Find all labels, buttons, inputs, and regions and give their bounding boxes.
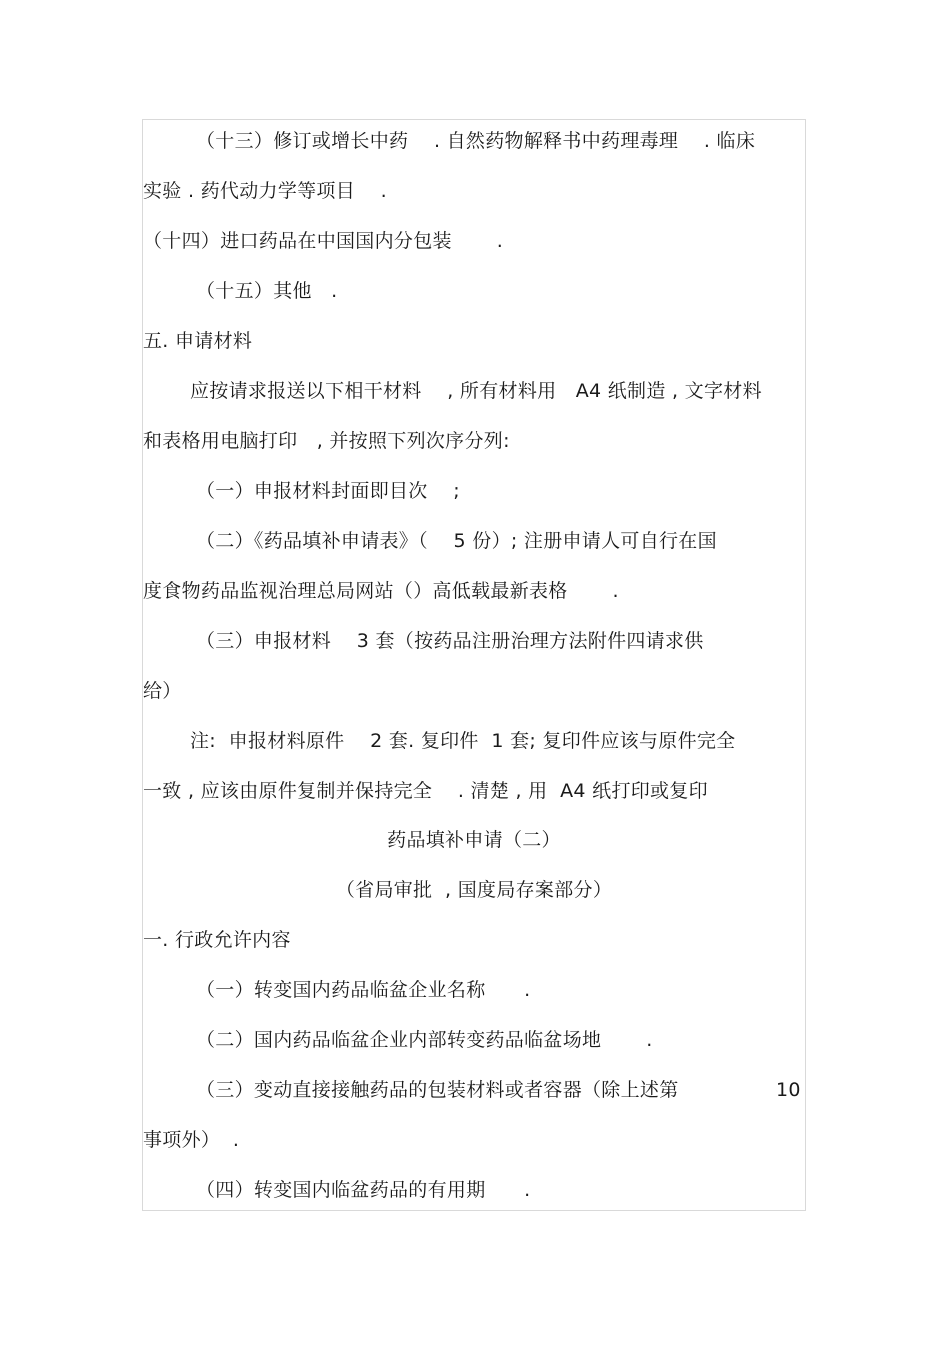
section-heading: 五. 申请材料 (143, 330, 253, 352)
text-line: （三）变动直接接触药品的包装材料或者容器（除上述第 (196, 1079, 679, 1101)
text-line: 应按请求报送以下相干材料 , 所有材料用 A4 纸制造 , 文字材料 (190, 380, 762, 402)
text-line: （一）申报材料封面即目次 ; (196, 480, 460, 502)
text-line: 事项外） . (143, 1129, 240, 1151)
text-line: 和表格用电脑打印 , 并按照下列次序分列: (143, 430, 510, 452)
section-heading: 一. 行政允许内容 (143, 929, 291, 951)
note-line: 一致 , 应该由原件复制并保持完全 . 清楚 , 用 A4 纸打印或复印 (143, 780, 708, 802)
document-title: 药品填补申请（二） (387, 829, 561, 851)
text-line: （十三）修订或增长中药 . 自然药物解释书中药理毒理 . 临床 (196, 130, 756, 152)
text-line: （一）转变国内药品临盆企业名称 . (196, 979, 531, 1001)
text-line: 度食物药品监视治理总局网站（）高低载最新表格 . (143, 580, 619, 602)
text-line: 实验 . 药代动力学等项目 . (143, 180, 387, 202)
text-line: （十五）其他 . (196, 280, 338, 302)
text-line: （二）国内药品临盆企业内部转变药品临盆场地 . (196, 1029, 653, 1051)
text-line: （三）申报材料 3 套（按药品注册治理方法附件四请求供 (196, 630, 704, 652)
text-line: （二）《药品填补申请表》（ 5 份）; 注册申请人可自行在国 (196, 530, 717, 552)
text-line: （十四）进口药品在中国国内分包装 . (143, 230, 504, 252)
text-line: 给） (143, 680, 182, 702)
text-number: 10 (776, 1079, 801, 1101)
note-line: 注: 申报材料原件 2 套. 复印件 1 套; 复印件应该与原件完全 (190, 730, 736, 752)
document-subtitle: （省局审批 , 国度局存案部分） (335, 879, 613, 901)
text-line: （四）转变国内临盆药品的有用期 . (196, 1179, 531, 1201)
